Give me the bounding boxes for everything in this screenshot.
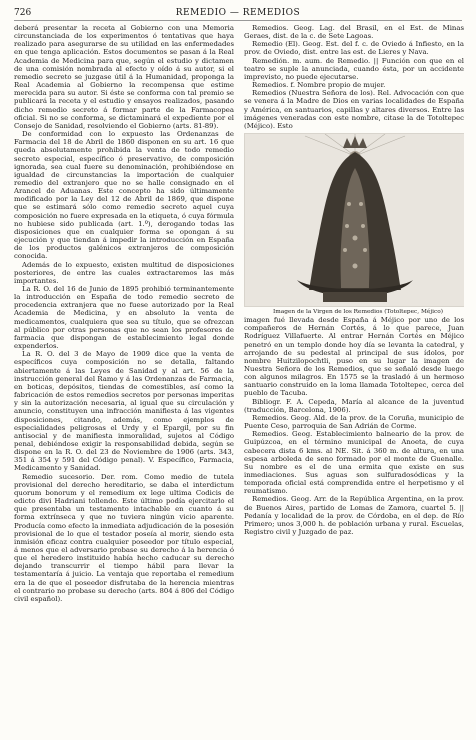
virgin-statue-image xyxy=(244,133,464,307)
left-column xyxy=(14,24,234,728)
page-number: 726 xyxy=(14,8,32,18)
paragraph: La R. O. del 16 de Junio de 1895 prohibió terminantemente la introducción en España de todo remedio secreto de procedencia extranjera que no fuese autorizado por la Real Academia de Medicina, y en absoluto la venta de medicamentos, cualquiera que sea su título, que se ofrezcan al público por otras personas que no sean los profesores de farmacia que dispongan de establecimiento legal donde expenderlos. xyxy=(14,285,234,351)
virgin-statue-illustration xyxy=(245,134,464,306)
running-head: REMEDIO — REMEDIOS xyxy=(175,8,301,18)
entry: Remedios. Geog. Lag. del Brasil, en el Est. de Minas Geraes, dist. de la c. de Sete Lagoas. xyxy=(244,24,464,41)
entry: Remedios. Geog. Arr. de la República Argentina, en la prov. de Buenos Aires, partido de Lomas de Zamora, cuartel 5. || Pedanía y localidad de la prov. de Córdoba, en el dep. de Río Primero; unos 3,000 h. de población urbana y rural. Escuelas, Registro civil y Juzgado de paz. xyxy=(244,495,464,537)
entry: Remedios. Geog. Ald. de la prov. de la Coruña, municipio de Puente Ceso, parroquia de San Adrián de Corme. xyxy=(244,413,464,431)
entry: Bibliogr. F. A. Cepeda, María al alcance de la juventud (traducción, Barcelona, 1906). xyxy=(244,397,464,414)
entry: Remedios. f. Nombre propio de mujer. xyxy=(252,81,386,90)
paragraph: Además de lo expuesto, existen multitud de disposiciones posteriores, de entre las cuales extractaremos las más importantes. xyxy=(14,260,234,285)
page-header xyxy=(14,6,462,21)
paragraph: deberá presentar la receta al Gobierno con una Memoria circunstanciada de los experimentos ó tentativas que haya realizado para asegurarse de su utilidad en las enfermedades en que tenga aplicación. Estos documentos se pasan á la Real Academia de Medicina para que, según el estudio y dictamen de una comisión nombrada al efecto y oído á su autor, si el remedio secreto se juzgase útil á la Humanidad, proponga la Real Academia al Gobierno la recompensa que estime merecida para su autor. Si éste se conforma con tal premio se publicará la receta y el estudio y ensayos realizados, pasando dicho remedio secreto á formar parte de la Farmacopea oficial. Si no se conforma, se dictaminará el expediente por el Consejo de Sanidad, resolviendo el Gobierno (arts. 81-89). xyxy=(14,24,234,130)
paragraph: De conformidad con lo expuesto las Ordenanzas de Farmacia del 18 de Abril de 1860 disponen en su art. 16 que queda absolutamente prohibida la venta de todo remedio secreto especial, específico ó preservativo, de composición ignorada, sea cual fuere su denominación, prohibiéndose en igualdad de circunstancias la importación de cualquier remedio del extranjero que no se halle consignado en el Arancel de Aduanas. Este concepto ha sido últimamente modificado por la Ley del 12 de Abril de 1869, que dispone que se estimará sólo como remedio secreto aquel cuya composición no fuere expresada en la etiqueta, ó cuya fórmula no hubiese sido publicada (art. 1.º), derogando todas las disposiciones que en cualquier forma se opongan á su ejecución y que tiendan á impedir la introducción en España de los productos galénicos extranjeros de composición conocida. xyxy=(14,130,234,261)
figure-caption: Imagen de la Virgen de los Remedios (Totoltepec, Méjico) xyxy=(273,309,443,316)
paragraph: La R. O. del 3 de Mayo de 1909 dice que la venta de específicos cuya composición no se detalla, faltando abiertamente á las Leyes de Sanidad y al art. 56 de la instrucción general del Ramo y á las Ordenanzas de Farmacia, en boticas, depósitos, tiendas de comestibles, así como la fabricación de estos remedios secretos por personas imperitas y sin la autorización necesaria, al igual que su circulación y anuncio, constituyen una infracción manifiesta á las vigentes disposiciones, citando, además, como ejemplos de especialidades peligrosas el Urdy y el Epargil, por su fin antisocial y de manifiesta inmoralidad, sujetos al Código penal, debiéndose exigir la responsabilidad debida, según se dispone en la R. O. del 23 de Noviembre de 1906 (arts. 343, 351 á 354 y 591 del Código penal). V. Específico, Farmacia, Medicamento y Sanidad. xyxy=(14,350,234,473)
paragraph: Remedio sucesorio. Der. rom. Como medio de tutela provisional del derecho hereditario, se daba el interdictum quorum bonorum y el remedium ex lege ultima Codicis de edicto divi Hadriani tollendo. Este último podía ejercitarlo el que presentaba un testamento intachable en cuanto á su forma extrínseca y que no tuviera ningún vicio aparente. Producía como efecto la inmediata adjudicación de la posesión provisional de lo que el testador poseía al morir, siendo esta inmisión eficaz contra cualquier poseedor por título especial, á menos que el adversario probase su derecho á la herencia ó que el heredero instituido había hecho caducar su derecho dejando transcurrir el tiempo hábil para llevar la testamentaría á juicio. La ventaja que reportaba el remedium era la de que el poseedor disfrutaba de la herencia mientras el contrario no probase su derecho (arts. 804 á 806 del Código civil español). xyxy=(14,472,234,603)
entry: Remedión. m. aum. de Remedio. || Función con que en el teatro se suple la anunciada, cuando ésta, por un accidente imprevisto, no puede ejecutarse. xyxy=(244,56,464,81)
entry: Remedio (El). Geog. Est. del f. c. de Oviedo á Infiesto, en la prov. de Oviedo, dist. entre las est. de Lieres y Nava. xyxy=(244,40,464,57)
right-column xyxy=(244,24,464,728)
entry: Remedios. Geog. Establecimiento balneario de la prov. de Guipúzcoa, en el término municipal de Anoeta, de cuya cabecera dista 6 kms. al NE. Sit. á 360 m. de altura, en una espesa arboleda de seno formado por el monte de Guenalle. Su nombre es el de una ermita que existe en sus inmediaciones. Sus aguas son sulfuradosódicas y la temporada oficial está comprendida entre el herpetismo y el reumatismo. xyxy=(244,430,464,496)
entry: imagen fué llevada desde España á Méjico por uno de los compañeros de Hernán Cortés, á lo que parece, Juan Rodríguez Villafuerte. Al entrar Hernán Cortés en Méjico penetró en un templo donde hoy día se levanta la catedral, y arrojando de su pedestal al principal de sus ídolos, por nombre Huitzilopochtli, puso en su lugar la imagen de Nuestra Señora de los Remedios, que se señaló desde luego con algunos milagros. En 1575 se la trasladó á un hermoso santuario construido en la loma llamada Totoltepec, cerca del pueblo de Tacuba. xyxy=(244,316,464,398)
entry: Remedios (Nuestra Señora de los). Rel. Advocación con que se venera á la Madre de Dios en varias localidades de España y América, en santuarios, capillas y altares diversos. Entre las imágenes veneradas con este nombre, citase la de Totoltepec (Méjico). Esto xyxy=(244,89,464,130)
